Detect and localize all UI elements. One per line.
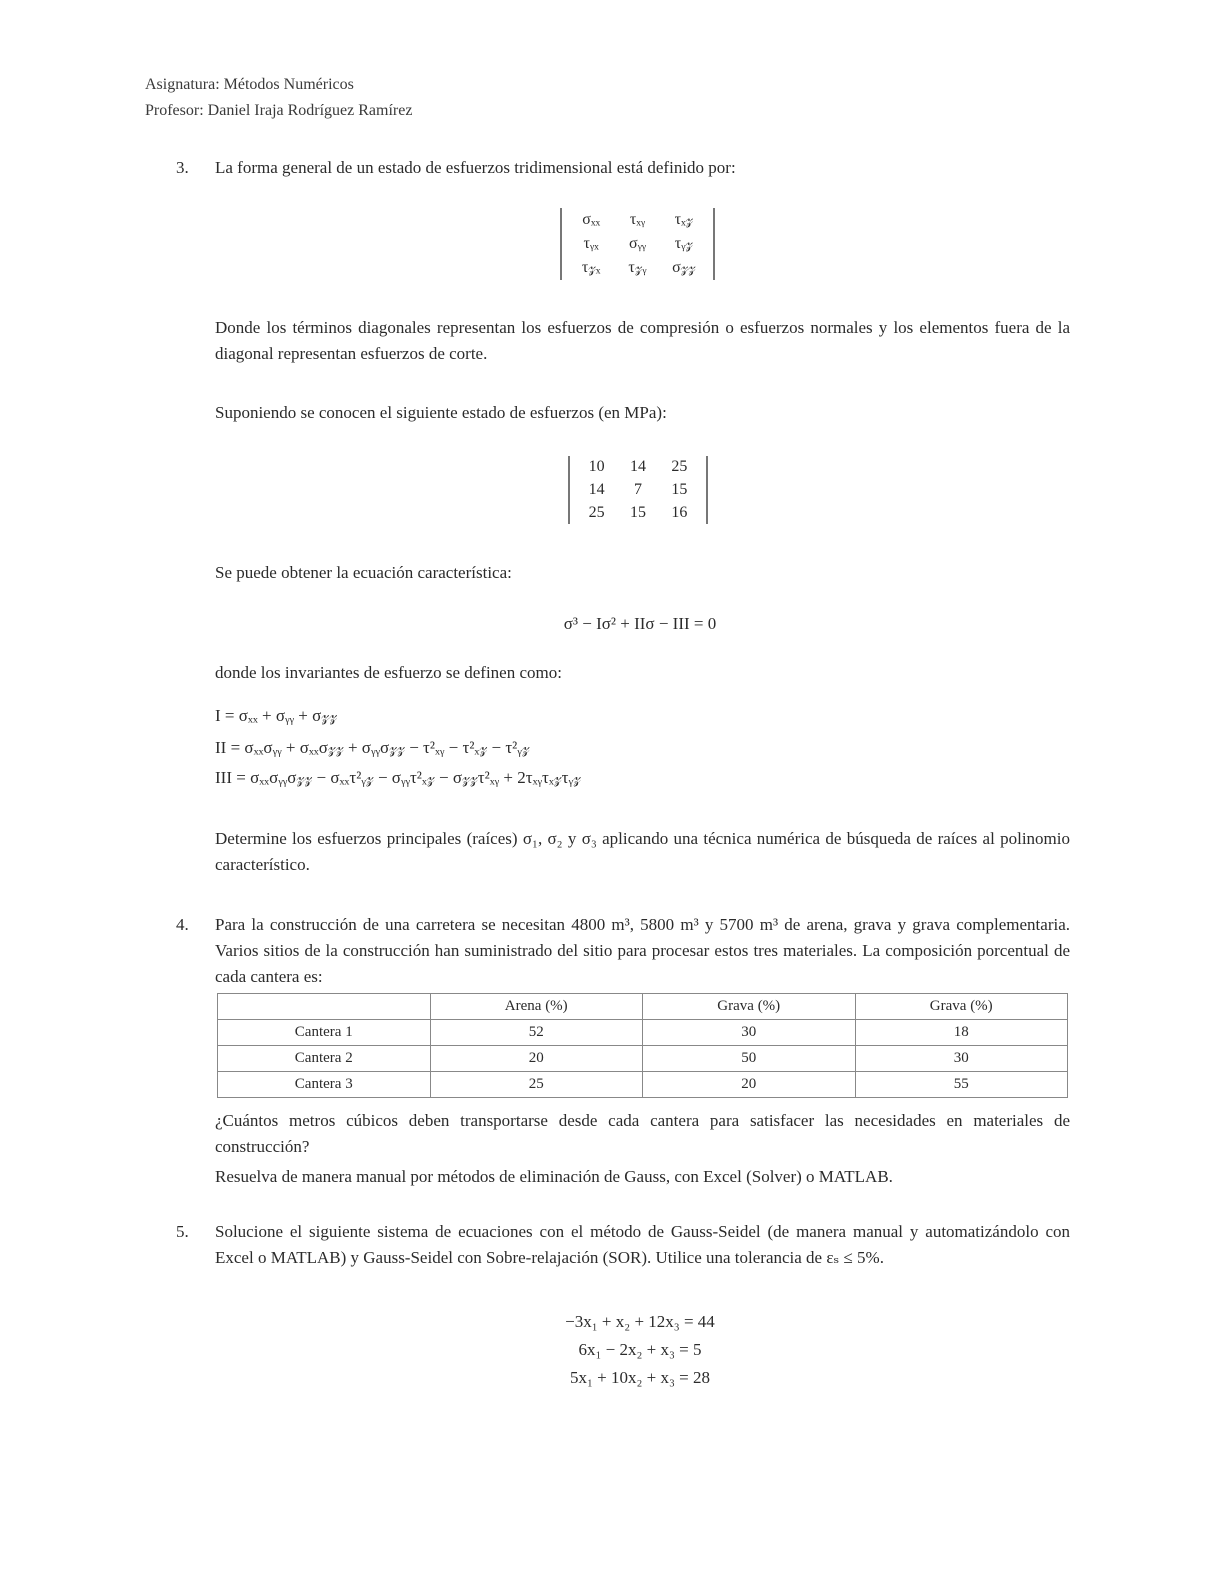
problem-4-instruction: Resuelva de manera manual por métodos de eliminación de Gauss, con Excel (Solver) o MATLAB. [215,1167,893,1186]
general-stress-matrix [560,208,715,280]
table-cell: Cantera 3 [218,1072,431,1098]
table-cell: 55 [855,1072,1068,1098]
table-cell: 18 [855,1020,1068,1046]
invariant-2: II = σₓₓσᵧᵧ + σₓₓσ𝓏𝓏 + σᵧᵧσ𝓏𝓏 − τ²ₓᵧ − τ²ₓ𝓏 − τ²ᵧ𝓏 [215,738,530,757]
table-cell: 52 [430,1020,643,1046]
table-row [218,1020,1068,1046]
table-cell: 20 [430,1046,643,1072]
table-row [218,1072,1068,1098]
problem-3-description: Donde los términos diagonales representan los esfuerzos de compresión o esfuerzos normales y los elementos fuera de la diagonal representan esfuerzos de corte. [215,318,1070,363]
matrix-cell: 25 [671,458,688,476]
matrix-cell: 25 [588,503,605,521]
matrix-cell: 15 [671,480,688,498]
problem-5-text: Solucione el siguiente sistema de ecuaciones con el método de Gauss-Seidel (de manera manual y automatizándolo con Excel o MATLAB) y Gauss-Seidel con Sobre-relajación (SOR). Utilice una tolerancia de εₛ ≤ 5%. [215,1222,1070,1267]
matrix-cell: σ𝓏𝓏 [672,259,696,276]
matrix-cell: τ𝓏ᵧ [628,259,647,276]
table-header-cell: Arena (%) [430,994,643,1020]
table-header-cell [218,994,431,1020]
equation-1: −3x₁ + x₂ + 12x₃ = 44 [565,1312,715,1331]
problem-3-number: 3. [176,158,189,177]
table-row [218,1046,1068,1072]
subject-header: Asignatura: Métodos Numéricos [145,76,354,93]
problem-3-intro: La forma general de un estado de esfuerzos tridimensional está definido por: [215,158,736,177]
matrix-cell: τ𝓏ₓ [581,259,601,276]
problem-3-task: Determine los esfuerzos principales (raíces) σ₁, σ₂ y σ₃ aplicando una técnica numérica de búsqueda de raíces al polinomio característico. [215,829,1070,874]
equation-3: 5x₁ + 10x₂ + x₃ = 28 [569,1368,711,1387]
matrix-cell: τₓ𝓏 [674,211,694,228]
invariant-3: III = σₓₓσᵧᵧσ𝓏𝓏 − σₓₓτ²ᵧ𝓏 − σᵧᵧτ²ₓ𝓏 − σ𝓏𝓏τ²ₓᵧ + 2τₓᵧτₓ𝓏τᵧ𝓏 [215,768,581,787]
matrix-cell: τᵧ𝓏 [674,235,693,252]
problem-4-text: Para la construcción de una carretera se necesitan 4800 m³, 5800 m³ y 5700 m³ de arena, grava y grava complementaria. Varios sitios de la construcción han suministrado del sitio para procesar estos tres materiales. La composición porcentual de cada cantera es: [215,915,1070,986]
table-cell: 20 [643,1072,856,1098]
matrix-cell: 14 [629,458,646,476]
matrix-cell: 7 [633,480,642,498]
matrix-cell: 10 [588,458,605,476]
problem-3-char-intro: Se puede obtener la ecuación característica: [215,563,512,582]
table-cell: Cantera 1 [218,1020,431,1046]
quarry-composition-table [217,993,1068,1098]
table-header-row [218,994,1068,1020]
matrix-cell: τₓᵧ [629,211,646,228]
matrix-cell: σₓₓ [582,211,601,228]
invariant-1: I = σₓₓ + σᵧᵧ + σ𝓏𝓏 [215,706,338,725]
matrix-cell: τᵧₓ [583,235,599,252]
problem-3-invariants-intro: donde los invariantes de esfuerzo se definen como: [215,663,562,682]
equation-2: 6x₁ − 2x₂ + x₃ = 5 [578,1340,702,1359]
table-cell: 50 [643,1046,856,1072]
table-cell: Cantera 2 [218,1046,431,1072]
matrix-cell: 14 [588,480,605,498]
table-cell: 25 [430,1072,643,1098]
example-stress-matrix [568,456,708,524]
equation-system [490,1308,790,1392]
problem-3-example-intro: Suponiendo se conocen el siguiente estado de esfuerzos (en MPa): [215,403,667,422]
table-cell: 30 [855,1046,1068,1072]
problem-4-number: 4. [176,915,189,934]
professor-header: Profesor: Daniel Iraja Rodríguez Ramírez [145,102,413,119]
problem-5-number: 5. [176,1222,189,1241]
matrix-cell: 16 [671,503,688,521]
table-header-cell: Grava (%) [643,994,856,1020]
table-cell: 30 [643,1020,856,1046]
matrix-cell: 15 [629,503,646,521]
table-header-cell: Grava (%) [855,994,1068,1020]
problem-4-question: ¿Cuántos metros cúbicos deben transportarse desde cada cantera para satisfacer las necesidades en materiales de construcción? [215,1111,1070,1156]
characteristic-equation: σ³ − Iσ² + IIσ − III = 0 [563,614,717,633]
matrix-cell: σᵧᵧ [628,235,647,252]
